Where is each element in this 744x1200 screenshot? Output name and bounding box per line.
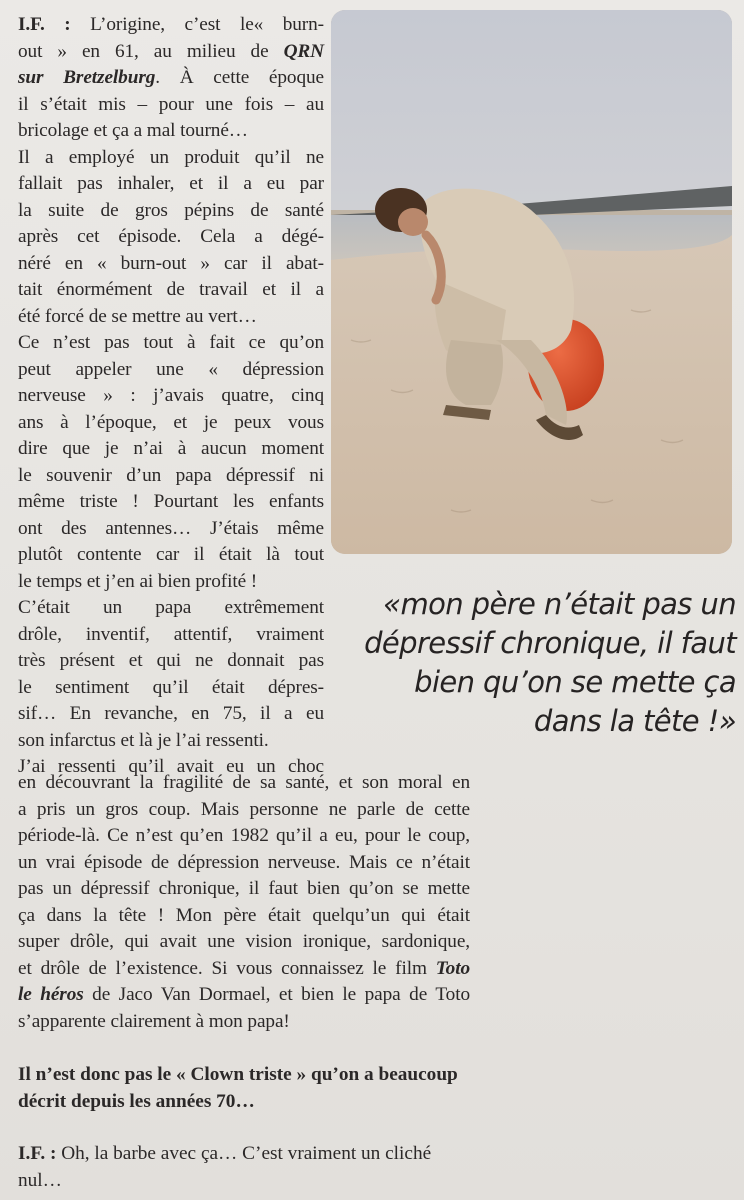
pull-quote-line: dépressif chronique, il faut (364, 626, 736, 660)
photo-illustration (331, 10, 732, 554)
article-line (18, 956, 470, 983)
speaker-label: I.F. : (18, 14, 71, 35)
article-line: le temps et j’en ai bien profité ! (18, 570, 258, 592)
sky (331, 10, 732, 210)
article-column-full (18, 770, 470, 1035)
article-line: C’était un papa extrêmement (18, 597, 324, 618)
film-title: Toto (435, 957, 470, 979)
article-line: le sentiment qu’il était dépres- (18, 676, 324, 698)
article-line: drôle, inventif, attentif, vraiment (18, 623, 324, 645)
article-line: ans à l’époque, et je peux vous (18, 411, 324, 433)
film-title: le héros (18, 984, 84, 1005)
article-line: néré en « burn-out » car il abat- (18, 252, 324, 274)
pull-quote-line: dans la tête !» (533, 704, 736, 738)
article-column-left (18, 12, 324, 781)
article-line (18, 982, 470, 1009)
article-line: en découvrant la fragilité de sa santé, et son moral en (18, 772, 470, 793)
article-line: J’ai ressenti qu’il avait eu un choc (18, 756, 324, 777)
article-line: un vrai épisode de dépression nerveuse. Mais ce n’était (18, 851, 470, 873)
text-run: . À cette époque (155, 67, 324, 88)
article-line: il s’était mis – pour une fois – au (18, 93, 324, 115)
text-run: de Jaco Van Dormael, et bien le papa de Toto (83, 984, 470, 1005)
comic-title: QRN (283, 40, 324, 62)
interview-answer (18, 1141, 470, 1194)
comic-title: sur Bretzelburg (18, 67, 156, 88)
article-line: plutôt contente car il était là tout (18, 544, 324, 565)
article-line: tait énormément de travail et il a (18, 279, 324, 300)
text-run: Oh, la barbe avec ça… C’est vraiment un cliché (56, 1143, 432, 1164)
article-line: ça dans la tête ! Mon père était quelqu’un qui était (18, 904, 470, 926)
article-line (18, 12, 324, 39)
answer-line (18, 1141, 470, 1168)
text-run: L’origine, c’est le« burn- (90, 14, 324, 35)
beach-photo (331, 10, 732, 554)
speaker-label: I.F. : (18, 1143, 57, 1164)
article-line: été forcé de se mettre au vert… (18, 305, 257, 327)
article-line: s’apparente clairement à mon papa! (18, 1010, 290, 1032)
article-line: même triste ! Pourtant les enfants (18, 491, 324, 512)
article-line: Il a employé un produit qu’il ne (18, 146, 324, 168)
article-line: a pris un gros coup. Mais personne ne parle de cette (18, 798, 470, 820)
article-line: son infarctus et là je l’ai ressenti. (18, 729, 269, 751)
article-line: ont des antennes… J’étais même (18, 517, 324, 539)
question-line: décrit depuis les années 70… (18, 1090, 255, 1112)
article-line: la suite de gros pépins de santé (18, 199, 324, 221)
article-line (18, 39, 324, 66)
article-line: nerveuse » : j’avais quatre, cinq (18, 385, 324, 406)
pull-quote (338, 585, 736, 741)
answer-line: nul… (18, 1169, 62, 1191)
pull-quote-line: «mon père n’était pas un (383, 587, 736, 621)
article-line: période-là. Ce n’est qu’en 1982 qu’il a eu, pour le coup, (18, 825, 470, 846)
article-line: peut appeler une « dépression (18, 358, 324, 380)
article-line: sif… En revanche, en 75, il a eu (18, 703, 324, 724)
text-run: et drôle de l’existence. Si vous connaissez le film (18, 957, 436, 979)
article-line (18, 65, 324, 92)
article-line: bricolage et ça a mal tourné… (18, 120, 248, 141)
question-line: Il n’est donc pas le « Clown triste » qu’on a beaucoup (18, 1064, 458, 1085)
interview-question (18, 1062, 470, 1115)
article-line: super drôle, qui avait une vision ironique, sardonique, (18, 931, 470, 952)
article-line: après cet épisode. Cela a dégé- (18, 226, 324, 247)
article-line: le souvenir d’un papa dépressif ni (18, 464, 324, 486)
article-line: fallait pas inhaler, et il a eu par (18, 173, 324, 194)
article-line: Ce n’est pas tout à fait ce qu’on (18, 332, 324, 353)
article-line: très présent et qui ne donnait pas (18, 650, 324, 671)
pull-quote-line: bien qu’on se mette ça (414, 665, 736, 699)
text-run: out » en 61, au milieu de (18, 40, 284, 62)
article-line: pas un dépressif chronique, il faut bien qu’on se mette (18, 878, 470, 899)
article-line: dire que je n’ai à aucun moment (18, 438, 324, 459)
